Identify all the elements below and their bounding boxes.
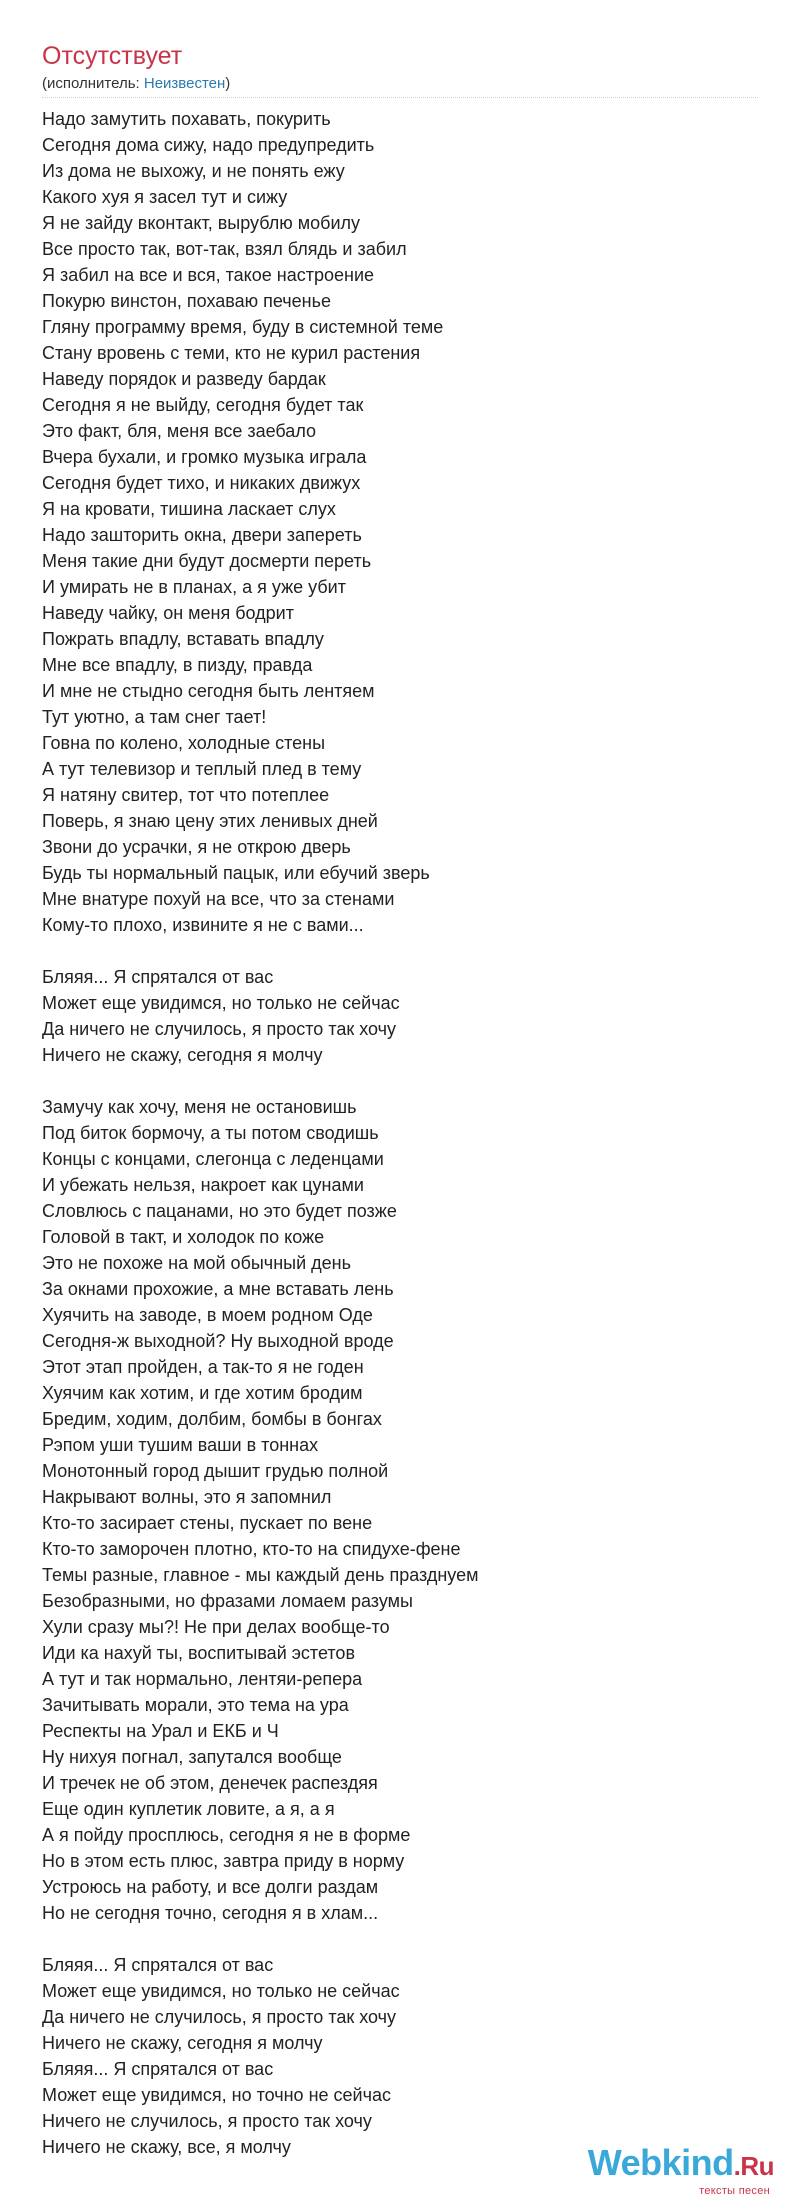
- lyric-line: Надо замутить похавать, покурить: [42, 109, 331, 129]
- lyric-line: Говна по колено, холодные стены: [42, 733, 326, 753]
- lyric-line: Этот этап пройден, а так-то я не годен: [42, 1357, 364, 1377]
- lyric-line: Надо зашторить окна, двери запереть: [42, 525, 362, 545]
- lyric-line: Я натяну свитер, тот что потеплее: [42, 785, 330, 805]
- webkind-logo[interactable]: [584, 2144, 774, 2196]
- lyric-line: Тут уютно, а там снег тает!: [42, 707, 267, 727]
- lyric-line: Вчера бухали, и громко музыка играла: [42, 447, 367, 467]
- lyric-line: Бляяя... Я спрятался от вас: [42, 1955, 274, 1975]
- stanza-gap: [42, 1068, 758, 1094]
- lyric-line: Ничего не случилось, я просто так хочу: [42, 2111, 372, 2131]
- lyric-line: Пожрать впадлу, вставать впадлу: [42, 629, 324, 649]
- song-header: [42, 40, 758, 98]
- lyric-line: Хули сразу мы?! Не при делах вообще-то: [42, 1617, 390, 1637]
- lyric-line: Но не сегодня точно, сегодня я в хлам...: [42, 1903, 379, 1923]
- lyric-line: Все просто так, вот-так, взял блядь и забил: [42, 239, 407, 259]
- lyric-line: Я не зайду вконтакт, вырублю мобилу: [42, 213, 361, 233]
- lyric-line: Кто-то засирает стены, пускает по вене: [42, 1513, 373, 1533]
- lyric-line: Какого хуя я засел тут и сижу: [42, 187, 288, 207]
- artist-link[interactable]: Неизвестен: [143, 75, 226, 92]
- artist-prefix: (исполнитель:: [42, 75, 144, 92]
- lyric-line: Меня такие дни будут досмерти переть: [42, 551, 372, 571]
- lyric-line: Я на кровати, тишина ласкает слух: [42, 499, 336, 519]
- lyric-line: Стану вровень с теми, кто не курил растения: [42, 343, 421, 363]
- watermark-brand: [584, 2144, 774, 2185]
- lyric-line: За окнами прохожие, а мне вставать лень: [42, 1279, 394, 1299]
- lyric-line: Это не похоже на мой обычный день: [42, 1253, 351, 1273]
- lyric-line: Да ничего не случилось, я просто так хочу: [42, 2007, 397, 2027]
- lyric-line: Концы с концами, слегонца с леденцами: [42, 1149, 384, 1169]
- lyric-line: Сегодня дома сижу, надо предупредить: [42, 135, 375, 155]
- lyric-line: Кому-то плохо, извините я не с вами...: [42, 915, 364, 935]
- lyric-line: И тречек не об этом, денечек распездяя: [42, 1773, 378, 1793]
- lyric-line: И убежать нельзя, накроет как цунами: [42, 1175, 364, 1195]
- lyric-line: Зачитывать морали, это тема на ура: [42, 1695, 349, 1715]
- lyric-line: Ничего не скажу, все, я молчу: [42, 2137, 291, 2157]
- watermark-tagline: тексты песен: [699, 2185, 770, 2197]
- lyric-line: Будь ты нормальный пацык, или ебучий зверь: [42, 863, 430, 883]
- lyric-line: Хуячим как хотим, и где хотим бродим: [42, 1383, 363, 1403]
- lyric-line: Бляяя... Я спрятался от вас: [42, 967, 274, 987]
- artist-line: [42, 74, 758, 98]
- lyric-line: Может еще увидимся, но точно не сейчас: [42, 2085, 391, 2105]
- lyric-line: Сегодня будет тихо, и никаких движух: [42, 473, 361, 493]
- lyric-line: Ничего не скажу, сегодня я молчу: [42, 1045, 323, 1065]
- lyric-line: Гляну программу время, буду в системной теме: [42, 317, 444, 337]
- lyric-line: Замучу как хочу, меня не остановишь: [42, 1097, 357, 1117]
- watermark-web: Web: [587, 2142, 662, 2183]
- lyric-line: Бредим, ходим, долбим, бомбы в бонгах: [42, 1409, 382, 1429]
- song-title: Отсутствует: [42, 42, 183, 70]
- watermark-ru: .Ru: [733, 2151, 774, 2181]
- lyric-line: Покурю винстон, похаваю печенье: [42, 291, 332, 311]
- lyric-line: Респекты на Урал и ЕКБ и Ч: [42, 1721, 279, 1741]
- lyric-line: Рэпом уши тушим ваши в тоннах: [42, 1435, 319, 1455]
- lyric-line: Может еще увидимся, но только не сейчас: [42, 1981, 400, 2001]
- lyric-line: Сегодня-ж выходной? Ну выходной вроде: [42, 1331, 394, 1351]
- lyric-line: Да ничего не случилось, я просто так хочу: [42, 1019, 397, 1039]
- lyric-line: Темы разные, главное - мы каждый день празднуем: [42, 1565, 479, 1585]
- lyric-line: Безобразными, но фразами ломаем разумы: [42, 1591, 413, 1611]
- lyric-line: А тут и так нормально, лентяи-репера: [42, 1669, 363, 1689]
- lyric-line: Мне внатуре похуй на все, что за стенами: [42, 889, 395, 909]
- lyric-line: Словлюсь с пацанами, но это будет позже: [42, 1201, 397, 1221]
- lyric-line: Но в этом есть плюс, завтра приду в норму: [42, 1851, 405, 1871]
- lyric-line: А я пойду просплюсь, сегодня я не в форме: [42, 1825, 411, 1845]
- lyric-line: Звони до усрачки, я не открою дверь: [42, 837, 351, 857]
- lyric-line: Поверь, я знаю цену этих ленивых дней: [42, 811, 378, 831]
- lyric-line: Ничего не скажу, сегодня я молчу: [42, 2033, 323, 2053]
- lyric-line: Я забил на все и вся, такое настроение: [42, 265, 375, 285]
- lyric-line: Мне все впадлу, в пизду, правда: [42, 655, 313, 675]
- lyrics-body: [42, 106, 758, 2160]
- lyric-line: Ну нихуя погнал, запутался вообще: [42, 1747, 342, 1767]
- lyric-line: Накрывают волны, это я запомнил: [42, 1487, 332, 1507]
- lyric-line: Сегодня я не выйду, сегодня будет так: [42, 395, 364, 415]
- lyric-line: И мне не стыдно сегодня быть лентяем: [42, 681, 375, 701]
- watermark-kind: kind: [661, 2142, 734, 2183]
- lyric-line: Бляяя... Я спрятался от вас: [42, 2059, 274, 2079]
- lyric-line: Устроюсь на работу, и все долги раздам: [42, 1877, 379, 1897]
- stanza-gap: [42, 938, 758, 964]
- lyric-line: Головой в такт, и холодок по коже: [42, 1227, 325, 1247]
- lyric-line: Наведу чайку, он меня бодрит: [42, 603, 294, 623]
- lyric-line: Монотонный город дышит грудью полной: [42, 1461, 389, 1481]
- lyric-line: Иди ка нахуй ты, воспитывай эстетов: [42, 1643, 356, 1663]
- lyric-line: Это факт, бля, меня все заебало: [42, 421, 317, 441]
- lyric-line: И умирать не в планах, а я уже убит: [42, 577, 346, 597]
- lyric-line: Может еще увидимся, но только не сейчас: [42, 993, 400, 1013]
- lyric-line: Хуячить на заводе, в моем родном Оде: [42, 1305, 373, 1325]
- lyric-line: Под биток бормочу, а ты потом сводишь: [42, 1123, 379, 1143]
- lyric-line: А тут телевизор и теплый плед в тему: [42, 759, 362, 779]
- lyric-line: Еще один куплетик ловите, а я, а я: [42, 1799, 335, 1819]
- artist-suffix: ): [225, 75, 231, 92]
- lyric-line: Наведу порядок и разведу бардак: [42, 369, 326, 389]
- lyric-line: Кто-то заморочен плотно, кто-то на спидухе-фене: [42, 1539, 461, 1559]
- stanza-gap: [42, 1926, 758, 1952]
- lyric-line: Из дома не выхожу, и не понять ежу: [42, 161, 345, 181]
